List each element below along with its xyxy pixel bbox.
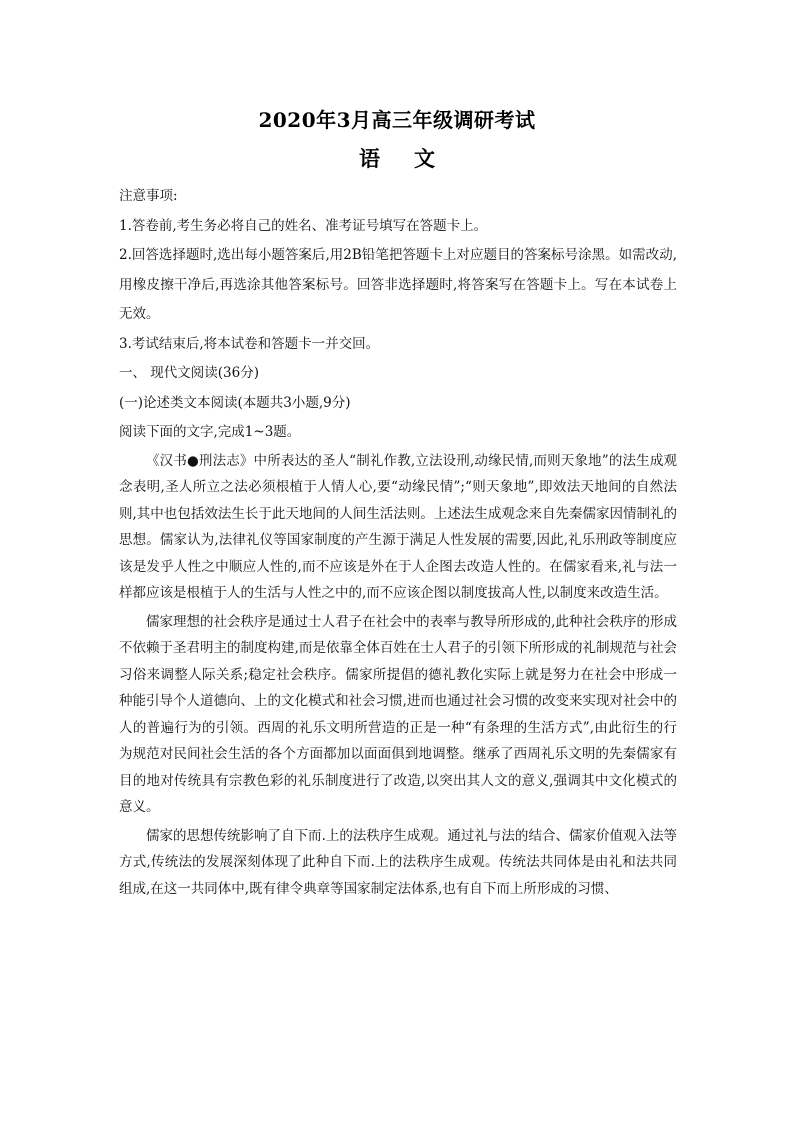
notice-heading: 注意事项: bbox=[119, 188, 178, 204]
exam-title: 2020年3月高三年级调研考试 bbox=[258, 108, 536, 132]
document-body bbox=[119, 182, 677, 902]
passage-paragraph: 儒家理想的社会秩序是通过士人君子在社会中的表率与教导所形成的,此种社会秩序的形成不依赖于圣君明主的制度构建,而是依靠全体百姓在士人君子的引领下所形成的礼制规范与社会习俗来调整人际关系;稳定社会秩序。儒家所提倡的德礼教化实际上就是努力在社会中形成一种能引导个人道德向、上的文化模式和社会习惯,进而也通过社会习惯的改变来实现对社会中的人的普遍行为的引领。西周的礼乐文明所营造的正是一种“有条理的生活方式”,由此衍生的行为规范对民间社会生活的各个方面都加以面面俱到地调整。继承了西周礼乐文明的先秦儒家有目的地对传统具有宗教色彩的礼乐制度进行了改造,以突出其人文的意义,强调其中文化模式的意义。 bbox=[119, 613, 677, 815]
passage-paragraph: 儒家的思想传统影响了自下而.上的法秩序生成观。通过礼与法的结合、儒家价值观入法等方式,传统法的发展深刻体现了此种自下而.上的法秩序生成观。传统法共同体是由礼和法共同组成,在这一共同体中,既有律令典章等国家制定法体系,也有自下而上所形成的习惯、 bbox=[119, 827, 677, 897]
section-instruction: 阅读下面的文字,完成1~3题。 bbox=[119, 424, 301, 440]
passage-paragraph: 《汉书●刑法志》中所表达的圣人“制礼作教,立法设刑,动缘民情,而则天象地”的法生成观念表明,圣人所立之法必须根植于人情人心,要“动缘民情”;“则天象地”,即效法天地间的自然法则,其中也包括效法生长于此天地间的人间生活法则。上述法生成观念来自先秦儒家因情制礼的思想。儒家认为,法律礼仪等国家制度的产生源于满足人性发展的需要,因此,礼乐刑政等制度应该是发乎人性之中顺应人性的,而不应该是外在于人企图去改造人性的。在儒家看来,礼与法一样都应该是根植于人的生活与人性之中的,而不应该企图以制度拔高人性,以制度来改造生活。 bbox=[119, 452, 677, 601]
subject-title bbox=[0, 145, 794, 173]
section-subheading: (一)论述类文本阅读(本题共3小题,9分) bbox=[119, 394, 351, 411]
subject-char-first: 语 bbox=[359, 146, 380, 171]
notice-item: 1.答卷前,考生务必将自己的姓名、准考证号填写在答题卡上。 bbox=[119, 217, 488, 234]
subject-char-second: 文 bbox=[414, 146, 435, 171]
section-heading: 一、 现代文阅读(36分) bbox=[119, 365, 260, 381]
notice-item: 3.考试结束后,将本试卷和答题卡一并交回。 bbox=[119, 335, 380, 352]
notice-item: 2.回答选择题时,选出每小题答案后,用2B铅笔把答题卡上对应题目的答案标号涂黑。如需改动,用橡皮擦干净后,再选涂其他答案标号。回答非选择题时,将答案写在答题卡上。写在本试卷上无效。 bbox=[119, 247, 677, 322]
